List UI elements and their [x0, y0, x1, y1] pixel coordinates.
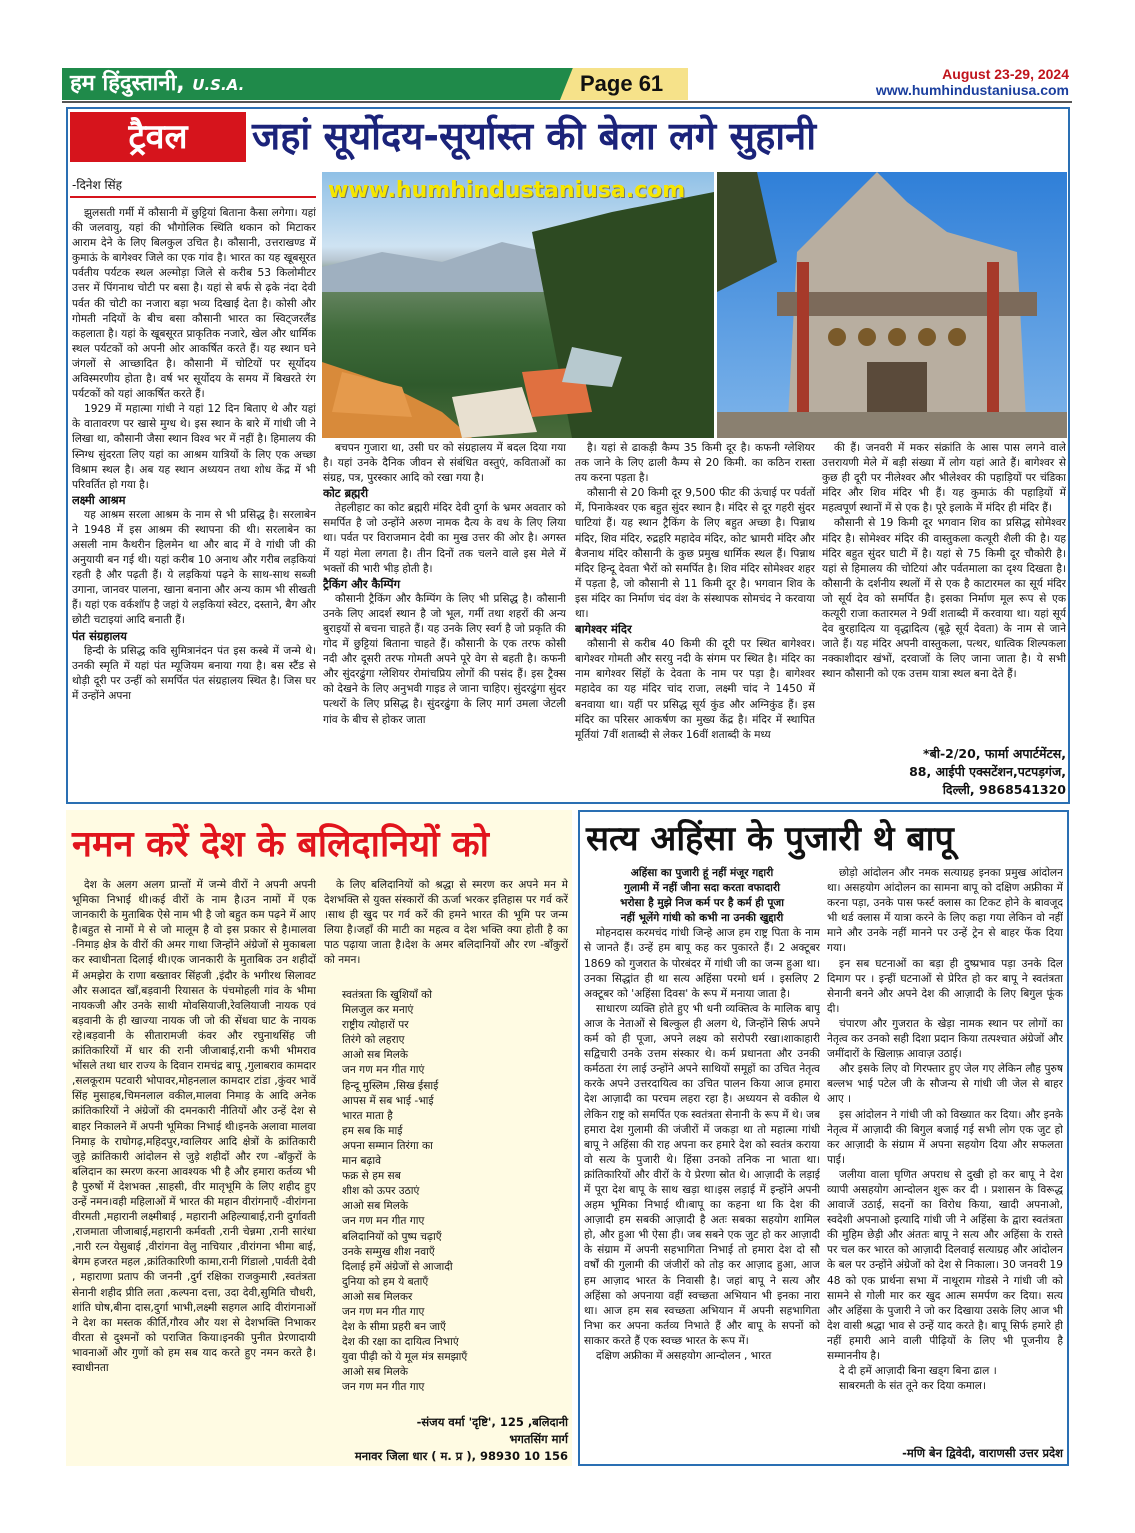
poem-line: आओ सब मिलकर — [342, 1290, 413, 1303]
travel-column-2 — [323, 441, 566, 801]
paragraph: जलीया वाला घृणित अपराध से दुखी हो कर बापू ने देश व्यापी असहयोग आन्दोलन शुरू कर दी । प्रशासन के विरूद्ध आवाजें उठाई, सदनों का विरोध किया, खादी अपनाओ, स्वदेशी अपनाओ इत्यादि गांधी जी ने अहिंसा के द्वारा स्वतंत्रता की मुहिम छेड़ी और अंततः बापू ने सत्य और अहिंसा के रास्ते पर चल कर भारत को आज़ादी दिलवाई सत्याग्रह और आंदोलन के बल पर उन्होंने अंग्रेजों को देश से निकाला। 30 जनवरी 19 48 को एक प्रार्थना सभा में नाथूराम गोडसे ने गांधी जी को सामने से गोली मार कर खुद आत्म समर्पण कर दिया। सत्य और अहिंसा के पुजारी ने जो कर दिखाया उसके लिए आज भी देश वासी श्रद्धा भाव से उन्हें याद करते है। बापू सिर्फ हमारे ही नहीं हमारी आने वाली पीढ़ियों के लिए भी पूजनीय है सम्माननीय है। — [827, 1168, 1063, 1362]
paragraph: इन सब घटनाओं का बड़ा ही दुष्प्रभाव पड़ा उनके दिल दिमाग पर । इन्हीं घटनाओं से प्रेरित हो कर बापू ने स्वतंत्रता सेनानी बनने और अपने देश की आज़ादी के लिए बिगुल फूंक दी। — [827, 957, 1063, 1015]
poem-line: जन गण मन गीत गाए — [342, 1305, 425, 1318]
poem-line: स्वतंत्रता कि खुशियाँ को — [342, 989, 433, 1001]
subheading: बागेश्वर मंदिर — [575, 622, 632, 637]
poem-line: अपना सम्मान तिरंगा का — [342, 1139, 433, 1152]
paragraph: देश के अलग अलग प्रान्तों में जन्मे वीरों ने अपनी अपनी भूमिका निभाई थी।कई वीरों के नाम है।उन नामों में एक जानकारी के मुताबिक ऐसे नाम भी है जो बहुत कम पढ़ने में आए है।बहुत से नामों मे से जो मालूम है वो इस प्रकार से है।मालवा -निमाड़ क्षेत्र के वीरों की अमर गाथा जिन्होंने अंग्रेजों से मुकाबला कर स्वाधीनता दिलाई थी।एक जानकारी के मुताबिक उन शहीदों में अमझेरा के राणा बख्तावर सिंहजी ,इंदौर के भगीरथ सिलावट और सआदत खाँ,बड़वानी रियासत के पंचमोहली गांव के भीमा नायकजी और उनके साथी मोवसियाजी,रेवलियाजी नायक एवं बड़वानी के ही खाज्या नायक जी जो की सेंधवा घाट के नायक रहे।बड़वानी के सीतारामजी कंवर और रघुनाथसिंह जी क्रांतिकारियों में धार की रानी जीजाबाई,रानी कभी भीमराव भोंसले तथा धार राज्य के दिवान रामचंद्र बापू ,गुलाबराव कामदार ,सलकूराम पटवारी भोपावर,मोहनलाल कामदार टांडा ,कुंवर भावें सिंह मुसाहब,चिमनलाल वकील,मालवा निमाड़ के आदि अनेक क्रांतिकारियों ने अंग्रेजों की दमनकारी नीतियों और उन्हें देश से बाहर निकालने में अपनी भूमिका निभाई थी।इनके अलावा मालवा निमाड़ के राघोगढ़,महिदपुर,ग्वालियर आदि क्षेत्रों के क्रांतिकारी जुड़े क्रांतिकारी आंदोलन से जुड़े शहीदों और रण -बाँकुरों के बलिदान का स्मरण करना आवश्यक भी है और हमारा कर्तव्य भी है पुरुषों में देशभक्त ,साहसी, वीर मातृभूमि के लिए शहीद हुए उन्हें नमन।वही महिलाओं में भारत की महान वीरांगनाएँ -वीरांगना वीरमती ,महारानी लक्ष्मीबाई , महारानी अहिल्याबाई,रानी दुर्गावती ,राजमाता जीजाबाई,महारानी कर्मवती ,रानी चेन्नमा ,रानी सारंधा ,नारी रत्न येसुबाई ,वीरांगना वेलु नाचियार ,वीरांगना भीमा बाई, बेगम हजरत महल ,क्रांतिकारिणी कामा,रानी गिंडालो ,पार्वती देवी , महाराणा प्रताप की जननी ,दुर्ग रक्षिका राजकुमारी ,स्वतंत्रता सेनानी शहीद प्रीति लता ,कल्पना दत्ता, उदा देवी,सुमिति चौधरी, शांति घोष,बीना दास,दुर्गा भाभी,लक्ष्मी सहगल आदि वीरांगनाओं ने देश का मस्तक कीर्ति,गौरव और यश से देशभक्ति निभाकर वीरता से दुश्मनों को पराजित किया।इनकी पुनीत प्रेरणादायी भावनाओं और गुणों को हम सब याद करते हुए नमन करते है।स्वाधीनता — [72, 879, 316, 1374]
section-tag: ट्रैवल — [70, 112, 246, 162]
naman-headline: नमन करें देश के बलिदानियों को — [72, 824, 489, 865]
poem-line: हम सब कि माई — [342, 1124, 403, 1137]
verse-line: अहिंसा का पुजारी हूं नहीं मंजूर गद्दारी — [630, 867, 774, 879]
address-line: दिल्ली, 9868541320 — [942, 782, 1066, 797]
travel-column-1 — [72, 206, 316, 800]
poem-line: आओ सब मिलके — [342, 1200, 409, 1213]
paragraph: हिन्दी के प्रसिद्ध कवि सुमित्रानंदन पंत इस कस्बे में जन्मे थे। उनकी स्मृति में यहां पंत म्यूजियम बनाया गया है। बस स्टैंड से थोड़ी दूरी पर उन्हीं को समर्पित पंत संग्रहालय स्थित है। जिस घर में उन्होंने अपना — [72, 644, 316, 702]
poem-line: उनके सम्मुख शीश नवाएँ — [342, 1245, 435, 1258]
paragraph: चंपारण और गुजरात के खेड़ा नामक स्थान पर लोगों का नेतृत्व कर उनको सही दिशा प्रदान किया तत्पश्चात अंग्रेजों और जमींदारों के खिलाफ़ आवाज़ उठाई। — [827, 1017, 1063, 1061]
verse — [584, 866, 820, 926]
poem-line: दिलाई हमें अंग्रेजों से आजादी — [342, 1260, 453, 1273]
poem-line: बलिदानियों को पुष्प चढ़ाएँ — [342, 1230, 442, 1243]
subheading: लक्ष्मी आश्रम — [72, 492, 126, 507]
paragraph: कौसानी से 19 किमी दूर भगवान शिव का प्रसिद्ध सोमेश्वर मंदिर है। सोमेश्वर मंदिर की वास्तुकला कत्यूरी शैली की है। यह मंदिर बहुत सुंदर घाटी में है। यहां से 75 किमी दूर चौकोरी है। यहां से हिमालय की चोटियां और पर्वतमाला का दृश्य दिखता है। कौसानी के दर्शनीय स्थलों में से एक है काटारमल का सूर्य मंदिर जो सूर्य देव को समर्पित है। इसका निर्माण मूल रूप से एक कत्यूरी राजा कतारमल ने 9वीं शताब्दी में करवाया था। यहां सूर्य देव बुरहादित्य या वृद्धादित्य (बूढ़े सूर्य देवता) के नाम से जाने जाते हैं। यह मंदिर अपनी वास्तुकला, पत्थर, धात्विक शिल्पकला नक्काशीदार खंभों, दरवाजों के लिए जाना जाता है। ये सभी स्थान कौसानी को एक उत्तम यात्रा स्थल बना देते हैं। — [822, 517, 1066, 681]
satya-author: -मणि बेन द्विवेदी, वाराणसी उत्तर प्रदेश — [902, 1446, 1063, 1460]
page-number: Page 61 — [580, 71, 664, 96]
subheading: कोट ब्रह्मरी — [323, 486, 369, 501]
poem-line: हिन्दू मुस्लिम ,सिख ईसाई — [342, 1079, 439, 1092]
satya-headline: सत्य अहिंसा के पुजारी थे बापू — [586, 819, 954, 859]
paragraph: इस आंदोलन ने गांधी जी को विख्यात कर दिया। और इनके नेतृत्व में आज़ादी की बिगुल बजाई गई सभी लोग एक जुट हो कर आज़ादी के संग्राम में अपना सहयोग दिया और सफलता पाई। — [827, 1108, 1063, 1166]
naman-column-2 — [324, 878, 568, 978]
poem-line: आओ सब मिलके — [342, 1049, 409, 1062]
poem-line: देश के सीमा प्रहरी बन जाएँ — [342, 1321, 446, 1334]
poem-line: जन गण मन गीत गाए — [342, 1215, 425, 1228]
website-link[interactable]: www.humhindustaniusa.com — [875, 82, 1069, 98]
poem-line: राष्ट्रीय त्योहारों पर — [342, 1019, 409, 1032]
poem-line: जन गण मन गीत गाएं — [342, 1064, 425, 1077]
subheading: पंत संग्रहालय — [72, 628, 127, 643]
paragraph: है। यहां से ढाकड़ी कैम्प 35 किमी दूर है। कफनी ग्लेशियर तक जाने के लिए ढाली कैम्प से 20 किमी. का कठिन रास्ता तय करना पड़ता है। — [575, 442, 815, 485]
paragraph: और इसके लिए वो गिरफ्तार हुए जेल गए लेकिन लौह पुरुष बल्लभ भाई पटेल जी के सौजन्य से गांधी जी जेल से बाहर आए । — [827, 1063, 1063, 1106]
masthead-suffix: U.S.A. — [192, 76, 245, 94]
author-line: भगतसिंग मार्ग — [509, 1432, 568, 1446]
watermark: www.humhindustaniusa.com — [328, 178, 686, 203]
masthead-title — [70, 68, 244, 101]
paragraph: 1929 में महात्मा गांधी ने यहां 12 दिन बिताए थे और यहां के वातावरण पर खासे मुग्ध थे। इस स्थान के बारे में गांधी जी ने लिखा था, कौसानी जैसा स्थान विश्व भर में नहीं है। हिमालय की स्निग्ध सुंदरता लिए यहां का आश्रम यात्रियों के लिए एक अच्छा विश्राम स्थल है। अब यह स्थान अध्ययन तथा शोध केंद्र में भी परिवर्तित हो गया है। — [72, 403, 316, 491]
paragraph: यह आश्रम सरला आश्रम के नाम से भी प्रसिद्ध है। सरलाबेन ने 1948 में इस आश्रम की स्थापना की थी। सरलाबेन का असली नाम कैथरीन हिलमेन था और बाद में वे गांधी जी की अनुयायी बन गई थी। यहां करीब 10 अनाथ और गरीब लड़कियां रहती है और पढ़ती हैं। ये लड़कियां पढ़ने के साथ-साथ सब्जी उगाना, जानवर पालना, खाना बनाना और अन्य काम भी सीखती हैं। यहां एक वर्कशॉप है जहां ये लड़कियां स्वेटर, दस्ताने, बैग और छोटी चटाइयां आदि बनाती हैं। — [72, 508, 316, 627]
paragraph: साधारण व्यक्ति होते हुए भी धनी व्यक्तित्व के मालिक बापू आज के नेताओं से बिल्कुल ही अलग थे, जिन्होंने सिर्फ अपने कर्म को ही पूजा, अपने लक्ष्य को सरोपरी रखा।शाकाहारी सद्विचारी उनके उत्तम संस्कार थे। कर्म प्रधानता और उनकी कर्मठता रंग लाई उन्होंने अपने साथियों समूहों का उचित नेतृत्व करके अपने उत्तरदायित्व का उचित पालन किया आज हमारा देश आज़ादी का परचम लहरा रहा है। अध्ययन से वकील थे लेकिन राष्ट्र को समर्पित एक स्वतंत्रता सेनानी के रूप में थे। जब हमारा देश गुलामी की जंजीरों में जकड़ा था तो महात्मा गांधी बापू ने अहिंसा की राह अपना कर हमारे देश को स्वतंत्र कराया वो सत्य के पुजारी थे। हिंसा उनको तनिक ना भाता था। क्रांतिकारियों और वीरों के ये प्रेरणा स्रोत थे। आज़ादी के लड़ाई में पूरा देश बापू के साथ खड़ा था।इस लड़ाई में इन्होंने अपनी अहम भूमिका निभाई थी।बापू का कहना था कि देश की आज़ादी हम सबकी आज़ादी है अतः सबका सहयोग शामिल हो, और हुआ भी ऐसा ही। जब सबने एक जुट हो कर आज़ादी के संग्राम में अपनी सहभागिता निभाई तो हमारा देश दो सौ वर्षों की गुलामी की जंजीरों को तोड़ कर आज़ाद हुआ, आज हम आज़ाद भारत के निवासी है। जहां बापू ने सत्य और अहिंसा को अपनाया वहीं स्वच्छता अभियान भी इनका नारा था। आज हम सब स्वच्छता अभियान में अपनी सहभागिता निभा कर अपना कर्तव्य निभाते हैं और बापू के सपनों को साकार करते हैं एक स्वच्छ भारत के रूप में। — [584, 1002, 820, 1347]
satya-column-1 — [584, 866, 820, 1464]
poem-line: जन गण मन गीत गाए — [342, 1381, 425, 1394]
poem-line: मिलजुल कर मनाएं — [342, 1004, 414, 1017]
paragraph: झुलसती गर्मी में कौसानी में छुट्टियां बिताना कैसा लगेगा। यहां की जलवायु, यहां की भौगोलिक स्थिति थकान को मिटाकर आराम देने के लिए बिलकुल उचित है। कौसानी, उत्तराखण्ड में कुमाऊं के बागेश्वर जिले का एक गांव है। भारत का यह खूबसूरत पर्वतीय पर्यटक स्थल अल्मोड़ा जिले से करीब 53 किलोमीटर उत्तर में पिंगनाथ चोटी पर बसा है। यहां से बर्फ से ढ़के नंदा देवी पर्वत की चोटी का नजारा बड़ा भव्य दिखाई देता है। कोसी और गोमती नदियों के बीच बसा कौसानी भारत का स्विट्जरलैंड कहलाता है। यहां के खूबसूरत प्राकृतिक नजारे, खेल और धार्मिक स्थल पर्यटकों को अपनी ओर आकर्षित करते हैं। यह स्थान घने जंगलों से आच्छादित है। कौसानी में चोटियों पर सूर्योदय अविस्मरणीय होता है। वर्ष भर सूर्योदय के समय में बिखरते रंग पर्यटकों को यहां आकर्षित करते हैं। — [72, 207, 316, 401]
poem-line: फक्र से हम सब — [342, 1170, 401, 1183]
poem — [342, 988, 562, 1396]
paragraph: मोहनदास करमचंद गांधी जिन्हे आज हम राष्ट्र पिता के नाम से जानते हैं। उन्हें हम बापू कह कर पुकारते हैं। 2 अक्टूबर 1869 को गुजरात के पोरबंदर में गांधी जी का जन्म हुआ था।उनका सिद्धांत ही था सत्य अहिंसा परमो धर्म । इसलिए 2 अक्टूबर को 'अहिंसा दिवस' के रूप में मनाया जाता है। — [584, 927, 820, 1000]
issue-date: August 23-29, 2024 — [942, 66, 1069, 82]
paragraph: की हैं। जनवरी में मकर संक्रांति के आस पास लगने वाले उत्तरायणी मेले में बड़ी संख्या में लोग यहां आते हैं। बागेश्वर से कुछ ही दूरी पर नीलेश्वर और भीलेश्वर की पहाड़ियों पर चंडिका मंदिर और शिव मंदिर भी हैं। यह कुमाऊं की पहाड़ियों में महत्वपूर्ण स्थानों में से एक है। पूरे इलाके में मंदिर ही मंदिर हैं। — [822, 442, 1066, 515]
paragraph: दे दी हमें आज़ादी बिना खड्ग बिना ढाल । — [839, 1365, 997, 1378]
poem-line: मान बढ़ावे — [342, 1155, 381, 1168]
satya-column-2 — [827, 866, 1063, 1444]
poem-line: भारत माता है — [342, 1109, 393, 1122]
paragraph: कौसानी से करीब 40 किमी की दूरी पर स्थित बागेश्वर। बागेश्वर गोमती और सरयु नदी के संगम पर स्थित है। मंदिर का नाम बागेश्वर सिंहों के देवता के नाम पर पड़ा है। बागेश्वर महादेव का यह मंदिर चांद राजा, लक्ष्मी चांद ने 1450 में बनवाया था। यहीं पर प्रसिद्ध सूर्य कुंड और अग्निकुंड हैं। इस मंदिर का परिसर आकर्षण का मुख्य केंद्र है। मंदिर में स्थापित मूर्तियां 7वीं शताब्दी से लेकर 16वीं शताब्दी के मध्य — [575, 638, 815, 741]
address-line: *बी-2/20, फार्मा अपार्टमेंटस, — [923, 746, 1066, 761]
paragraph: छोड़ो आंदोलन और नमक सत्याग्रह इनका प्रमुख आंदोलन था। असहयोग आंदोलन का सामना बापू को दक्षिण अफ्रीका में करना पड़ा, उनके पास फर्स्ट क्लास का टिकट होने के बावजूद भी थर्ड क्लास में यात्रा करने के लिए कहा गया लेकिन वो नहीं माने और उनके नहीं मानने पर उन्हें ट्रेन से बाहर फेंक दिया गया। — [827, 867, 1063, 955]
paragraph: तेहलीहाट का कोट ब्रह्मरी मंदिर देवी दुर्गा के भ्रमर अवतार को समर्पित है जो उन्होंने अरुण नामक दैत्य के वध के लिए लिया था। पर्वत पर विराजमान देवी का मुख उत्तर की ओर है। अगस्त में यहां मेला लगता है। तीन दिनों तक चलने वाले इस मेले में भक्तों की भारी भीड़ होती है। — [323, 502, 566, 575]
byline: -दिनेश सिंह — [72, 178, 123, 192]
verse-line: नहीं भूलेंगे गांधी को कभी ना उनकी खुद्दारी — [620, 912, 784, 925]
travel-column-3 — [575, 441, 815, 801]
travel-headline: जहां सूर्योदय-सूर्यास्त की बेला लगे सुहानी — [252, 114, 817, 158]
header-rule — [62, 101, 1072, 103]
poem-line: आपस में सब भाई -भाई — [342, 1094, 434, 1107]
paragraph: कौसानी ट्रैकिंग और कैम्पिंग के लिए भी प्रसिद्ध है। कौसानी उनके लिए आदर्श स्थान है जो भूल, गर्मी तथा शहरों की अन्य बुराइयों से बचना चाहते हैं। यह उनके लिए स्वर्ग है जो प्रकृति की गोद में छुट्टियां बिताना चाहते हैं। कौसानी के एक तरफ कोसी नदी और दूसरी तरफ गोमती अपने पूरे वेग से बहती है। कफनी और सुंदरढुंगा ग्लेशियर रोमांचप्रिय लोगों की पसंद हैं। इस ट्रैक्स को देखने के लिए अनुभवी गाइड ले जाना चाहिए। सुंदरढुंगा सुंदर पत्थरों के लिए प्रसिद्ध है। सुंदरढुंगा के लिए मार्ग उमला जेटली गांव के बीच से होकर जाता — [323, 592, 566, 726]
verse-line: गुलामी में नहीं जीना सदा करता वफादारी — [624, 882, 780, 895]
poem-line: आओ सब मिलके — [342, 1366, 409, 1379]
paragraph: कौसानी से 20 किमी दूर 9,500 फीट की ऊंचाई पर पर्वतों में, पिनाकेश्वर एक बहुत सुंदर स्थान है। मंदिर से दूर गहरी सुंदर घाटियां हैं। यह स्थान ट्रैकिंग के लिए बहुत अच्छा है। पिन्नाथ मंदिर, शिव मंदिर, रुद्रहरि महादेव मंदिर, कोट भ्रामरी मंदिर और बैजनाथ मंदिर कौसानी के कुछ प्रमुख धार्मिक स्थल हैं। पिन्नाथ मंदिर हिन्दू देवता भैरों को समर्पित है। शिव मंदिर सोमेश्वर शहर में पड़ता है, जो कौसानी से 11 किमी दूर है। भगवान शिव के इस मंदिर का निर्माण चंद वंश के संस्थापक सोमचंद ने करवाया था। — [575, 487, 815, 621]
naman-author — [324, 1414, 568, 1465]
poem-line: तिरंगे को लहराए — [342, 1034, 405, 1047]
travel-column-4 — [822, 441, 1066, 741]
poem-line: युवा पीढ़ी को ये मूल मंत्र समझाएँ — [342, 1351, 468, 1364]
mountain-camp-photo — [322, 172, 714, 438]
author-address — [822, 745, 1066, 799]
author-line: -संजय वर्मा 'दृष्टि', 125 ,बलिदानी — [416, 1415, 568, 1429]
paragraph: बचपन गुजारा था, उसी घर को संग्रहालय में बदल दिया गया है। यहां उनके दैनिक जीवन से संबंधित वस्तुएं, कविताओं का संग्रह, पत्र, पुरस्कार आदि को रखा गया है। — [323, 442, 566, 485]
poem-line: दुनिया को हम ये बताएँ — [342, 1275, 429, 1288]
address-line: 88, आईपी एक्सटेंशन,पटपड़गंज, — [909, 764, 1066, 779]
paragraph: के लिए बलिदानियों को श्रद्धा से स्मरण कर अपने मन मे देशभक्ति से युक्त संस्कारों की ऊर्जा भरकर इतिहास पर गर्व करें ।साथ ही खुद पर गर्व करें की हमने भारत की भूमि पर जन्म लिया है।जहाँ की माटी का महत्व व देश भक्ति क्या होती है का पाठ पढ़ाया जाता है।देश के अमर बलिदानियों और रण -बाँकुरों को नमन। — [324, 879, 568, 967]
paragraph: दक्षिण अफ्रीका में असहयोग आन्दोलन , भारत — [596, 1350, 772, 1362]
poem-line: देश की रक्षा का दायित्व निभाएं — [342, 1336, 459, 1349]
naman-column-1 — [72, 878, 316, 1464]
poem-line: शीश को ऊपर उठाएं — [342, 1185, 420, 1198]
temple-photo — [717, 172, 1067, 438]
masthead-name: हम हिंदुस्तानी, — [70, 71, 185, 96]
author-line: मनावर जिला धार ( म. प्र ), 98930 10 156 — [354, 1449, 568, 1463]
paragraph: साबरमती के संत तूने कर दिया कमाल। — [839, 1380, 987, 1393]
divider — [70, 196, 316, 198]
verse-line: भरोसा है मुझे निज कर्म पर है कर्म ही पूजा — [620, 897, 784, 910]
subheading: ट्रैकिंग और कैम्पिंग — [323, 576, 401, 591]
